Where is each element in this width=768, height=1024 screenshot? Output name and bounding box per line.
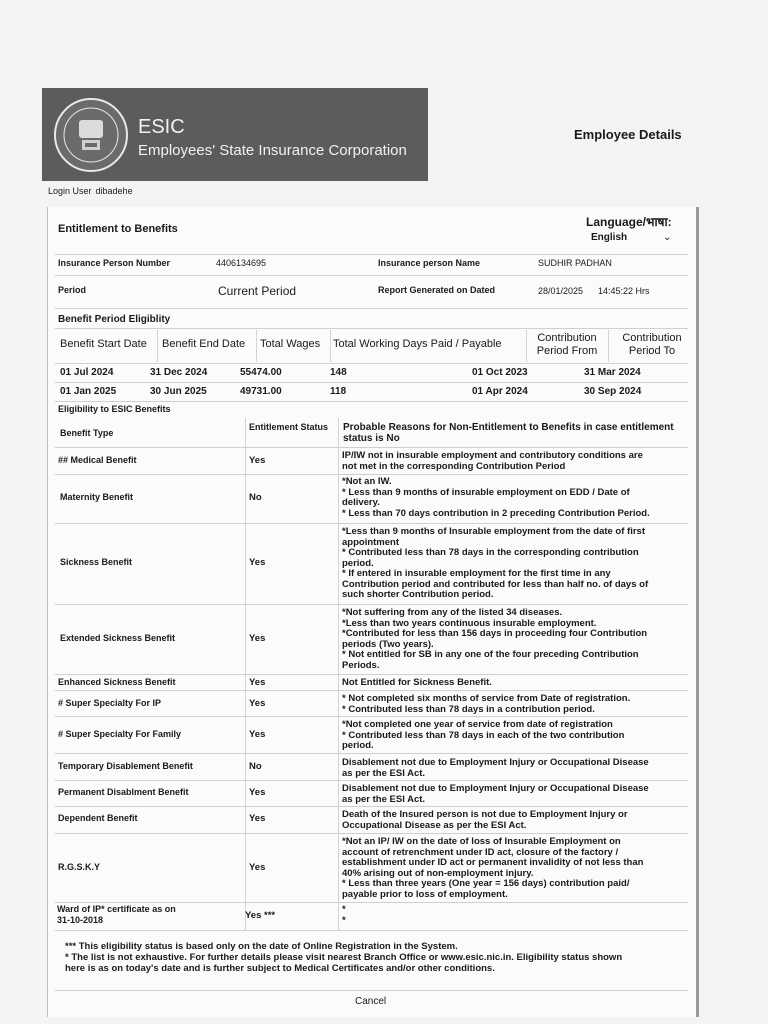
reason-line: Periods. [342, 659, 380, 671]
col-header: Total Working Days Paid / Payable [333, 338, 502, 350]
divider [256, 330, 257, 362]
reason-line: *Not completed one year of service from date of registration [342, 719, 613, 730]
page-title: Employee Details [574, 127, 682, 142]
table-cell: 01 Apr 2024 [472, 386, 528, 397]
reason-line: *Not suffering from any of the listed 34 diseases. [342, 607, 563, 618]
reason-line: as per the ESI Act. [342, 793, 426, 805]
table-cell: 30 Jun 2025 [150, 386, 207, 397]
reason-line: such shorter Contribution period. [342, 589, 494, 600]
table-cell: 148 [330, 367, 347, 378]
divider [55, 780, 688, 781]
benefit-status: Yes [249, 813, 266, 824]
reason-line: * Less than 9 months of insurable employment on EDD / Date of [342, 486, 630, 498]
divider [55, 474, 688, 475]
footnotes [65, 941, 622, 974]
col-header: Contribution Period From [536, 332, 598, 357]
benefit-type: Enhanced Sickness Benefit [58, 677, 176, 687]
divider [157, 330, 158, 362]
reason-line: appointment [342, 536, 399, 548]
divider [55, 716, 688, 717]
reason-line: Contribution period and contributed for less than half no. of days of [342, 578, 649, 590]
divider [55, 447, 688, 448]
divider [55, 254, 688, 255]
divider [55, 833, 688, 834]
reason-line: payable prior to loss of employment. [342, 888, 508, 900]
footnote-line: * The list is not exhaustive. For further details please visit nearest Branch Office or www.esic.nic.in. Eligibility status shown [65, 952, 623, 963]
reason-line: Disablement not due to Employment Injury or Occupational Disease [342, 757, 649, 768]
divider [55, 753, 688, 754]
benefit-reason [342, 810, 687, 831]
footnote-line: here is as on today's date and is further subject to Medical Certificates and/or other conditions. [65, 963, 495, 974]
benefit-type: ## Medical Benefit [58, 455, 137, 465]
section-title: Entitlement to Benefits [58, 223, 178, 235]
divider [526, 330, 527, 362]
col-header: Benefit Start Date [60, 338, 147, 350]
benefit-reason [342, 694, 687, 715]
reason-line: 40% arising out of non-employment injury. [342, 867, 534, 879]
benefit-status: Yes [249, 698, 266, 709]
brand-block [138, 116, 407, 161]
benefit-reason [342, 678, 687, 689]
col-header: Probable Reasons for Non-Entitlement to Benefits in case entitlement status is No [343, 422, 674, 444]
benefit-type-line: 31-10-2018 [57, 915, 104, 925]
report-time: 14:45:22 Hrs [598, 286, 650, 296]
divider [55, 690, 688, 691]
benefit-status: Yes [249, 862, 266, 873]
benefit-reason [342, 837, 687, 900]
language-value: English [591, 232, 628, 243]
ip-name-value: SUDHIR PADHAN [538, 258, 612, 268]
col-header: Total Wages [260, 338, 321, 350]
ip-name-label: Insurance person Name [378, 258, 481, 268]
reason-line: periods (Two years). [342, 638, 434, 650]
benefit-reason [342, 451, 687, 472]
col-header: Entitlement Status [249, 422, 329, 432]
cancel-button[interactable]: Cancel [355, 996, 387, 1007]
benefit-reason [342, 477, 687, 519]
benefit-type: Temporary Disablement Benefit [58, 761, 193, 771]
benefit-status: Yes [249, 729, 266, 740]
divider [55, 902, 688, 903]
ip-number-label: Insurance Person Number [58, 258, 171, 268]
table-cell: 01 Oct 2023 [472, 367, 528, 378]
report-date: 28/01/2025 [538, 286, 584, 296]
col-header: Contribution Period To [622, 332, 682, 357]
divider [55, 363, 688, 364]
divider [55, 308, 688, 309]
benefit-type: # Super Specialty For IP [58, 698, 162, 708]
benefit-status: No [249, 761, 262, 772]
benefit-reason [342, 784, 687, 805]
footnote-line: *** This eligibility status is based only on the date of Online Registration in the System. [65, 941, 458, 952]
reason-line: period. [342, 740, 374, 751]
divider [55, 328, 688, 329]
divider [55, 382, 688, 383]
benefit-type: Maternity Benefit [60, 492, 134, 502]
benefit-type [57, 904, 176, 926]
benefit-status: No [249, 492, 262, 503]
divider [55, 275, 688, 276]
reason-line: not met in the corresponding Contribution Period [342, 460, 566, 472]
divider [330, 330, 331, 362]
table-cell: 01 Jan 2025 [60, 386, 117, 397]
reason-line: Occupational Disease as per the ESI Act. [342, 819, 527, 831]
brand-full: Employees' State Insurance Corporation [138, 142, 407, 159]
benefit-reason [342, 720, 687, 752]
period-label: Period [58, 285, 87, 295]
reason-line: * Less than 70 days contribution in 2 preceding Contribution Period. [342, 507, 650, 519]
divider [55, 604, 688, 605]
chevron-down-icon: ⌄ [663, 232, 672, 243]
language-select[interactable] [586, 229, 678, 249]
benefit-reason [342, 758, 687, 779]
divider [55, 401, 688, 402]
col-header: Benefit Type [60, 428, 114, 438]
table-cell: 31 Mar 2024 [584, 367, 641, 378]
divider [55, 523, 688, 524]
login-user [48, 186, 133, 196]
benefit-status: Yes [249, 557, 266, 568]
login-user-value: dibadehe [95, 186, 133, 196]
reason-line: *Contributed for less than 156 days in proceeding four Contribution [342, 628, 648, 639]
period-table-title: Benefit Period Eligiblity [58, 314, 171, 325]
reason-line: Not Entitled for Sickness Benefit. [342, 677, 492, 688]
reason-line: *Less than two years continuous insurable employment. [342, 617, 597, 629]
divider [55, 930, 688, 931]
reason-line: as per the ESI Act. [342, 767, 426, 779]
benefit-type: Sickness Benefit [60, 557, 133, 567]
reason-line: delivery. [342, 497, 380, 508]
esic-logo-icon [52, 96, 130, 174]
reason-line: *Not an IW. [342, 476, 392, 487]
benefit-type: # Super Specialty For Family [58, 729, 182, 739]
reason-line: * Less than three years (One year = 156 days) contribution paid/ [342, 878, 630, 889]
benefit-reason [342, 905, 687, 926]
table-cell: 118 [330, 386, 347, 397]
language-label: Language/भाषा: [586, 215, 672, 229]
benefit-type: Permanent Disablment Benefit [58, 787, 189, 797]
brand-short: ESIC [138, 116, 185, 138]
reason-line: period. [342, 557, 374, 569]
login-label: Login User [48, 186, 92, 196]
reason-line: * Contributed less than 78 days in each of the two contribution [342, 729, 625, 741]
table-cell: 55474.00 [240, 367, 282, 378]
col-header: Benefit End Date [162, 338, 246, 350]
reason-line: establishment under ID act or permanent invalidity of not less than [342, 857, 644, 868]
table-cell: 30 Sep 2024 [584, 386, 642, 397]
benefit-reason [342, 608, 687, 671]
reason-line: * If entered in insurable employment for the first time in any [342, 568, 611, 579]
reason-line: * Contributed less than 78 days in the corresponding contribution [342, 547, 639, 558]
benefit-status: Yes [249, 787, 266, 798]
divider [55, 990, 688, 991]
benefit-status: Yes [249, 677, 266, 688]
benefit-type: Extended Sickness Benefit [60, 633, 176, 643]
reason-line: IP/IW not in insurable employment and contributory conditions are [342, 450, 643, 461]
report-label: Report Generated on Dated [378, 285, 496, 295]
benefit-status: Yes *** [245, 910, 276, 921]
reason-line: * Contributed less than 78 days in a contribution period. [342, 703, 595, 715]
table-cell: 31 Dec 2024 [150, 367, 208, 378]
reason-line: *Less than 9 months of Insurable employment from the date of first [342, 526, 645, 537]
benefit-type: R.G.S.K.Y [58, 862, 101, 872]
ip-number-value: 4406134695 [216, 258, 267, 268]
reason-line: * Not entitled for SB in any one of the four preceding Contribution [342, 649, 639, 660]
reason-line: * [342, 914, 346, 926]
reason-line: *Not an IP/ IW on the date of loss of Insurable Employment on [342, 836, 621, 847]
divider [608, 330, 609, 362]
period-value: Current Period [218, 284, 297, 298]
table-cell: 01 Jul 2024 [60, 367, 114, 378]
reason-line: * Not completed six months of service from Date of registration. [342, 693, 631, 704]
divider [55, 806, 688, 807]
reason-line: Disablement not due to Employment Injury or Occupational Disease [342, 783, 649, 794]
reason-line: Death of the Insured person is not due to Employment Injury or [342, 809, 628, 820]
benefit-type-line: Ward of IP* certificate as on [57, 904, 176, 914]
reason-line: * [342, 904, 346, 915]
benefit-type: Dependent Benefit [58, 813, 138, 823]
benefits-table-title: Eligibility to ESIC Benefits [58, 404, 171, 414]
benefit-status: Yes [249, 633, 266, 644]
divider [55, 674, 688, 675]
table-cell: 49731.00 [240, 386, 282, 397]
reason-line: account of retrenchment under ID act, closure of the factory / [342, 846, 619, 858]
benefit-status: Yes [249, 455, 266, 466]
benefit-reason [342, 527, 687, 601]
